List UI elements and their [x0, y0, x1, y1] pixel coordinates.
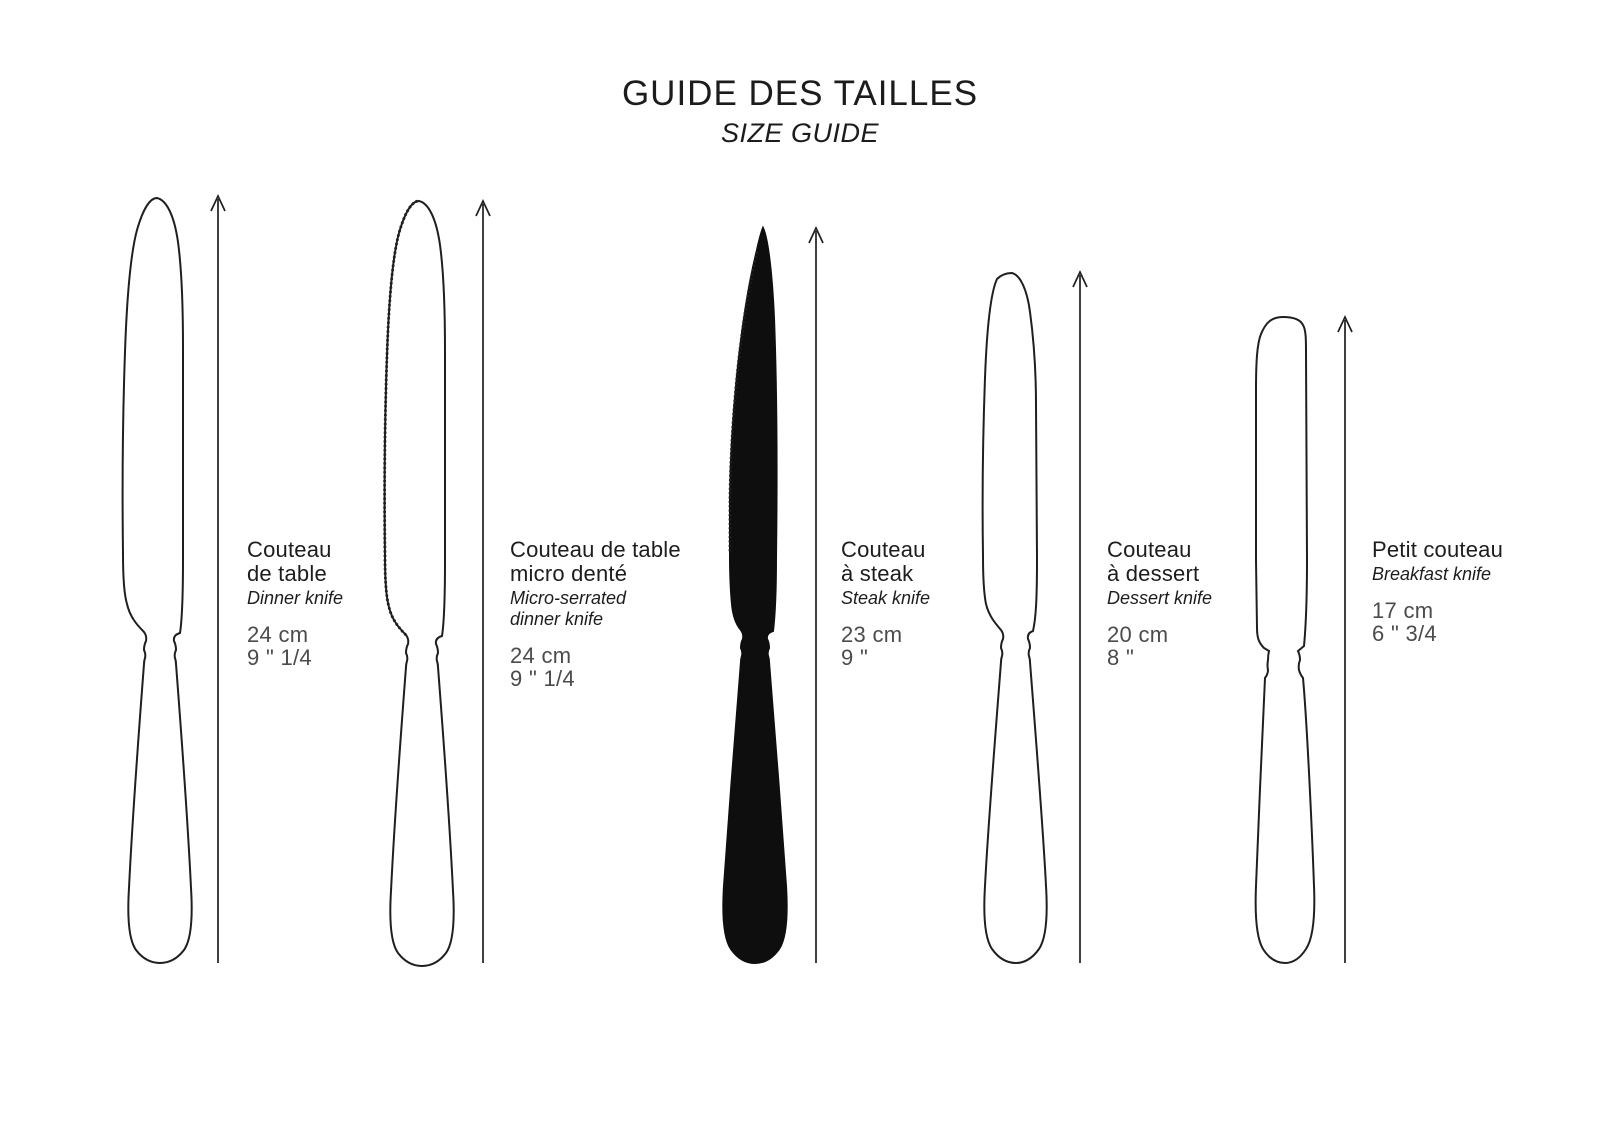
height-arrow-micro-serrated-dinner-knife [476, 201, 490, 963]
knife-length-in: 9 " 1/4 [247, 645, 312, 670]
knife-name-en: Dinner knife [247, 588, 344, 608]
label-dessert-knife [1107, 538, 1212, 669]
knife-name-fr: Couteau [1107, 537, 1192, 562]
knife-name-fr: Couteau de table [510, 537, 681, 562]
knife-name-fr: à steak [841, 561, 914, 586]
knife-length-in: 9 " [841, 645, 869, 670]
knife-length-cm: 17 cm [1372, 598, 1434, 623]
breakfast-knife-silhouette [1256, 317, 1315, 963]
knife-name-fr: de table [247, 561, 327, 586]
knife-name-en: Steak knife [841, 588, 931, 608]
height-arrow-dessert-knife [1073, 272, 1087, 963]
knife-name-fr: Couteau [247, 537, 332, 562]
knife-length-cm: 24 cm [510, 643, 572, 668]
knife-name-fr: à dessert [1107, 561, 1200, 586]
knife-length-in: 8 " [1107, 645, 1135, 670]
label-micro-serrated-dinner-knife [510, 538, 681, 690]
knife-length-in: 6 " 3/4 [1372, 621, 1437, 646]
knife-name-en: Dessert knife [1107, 588, 1213, 608]
height-arrow-steak-knife [809, 228, 823, 963]
page-title: GUIDE DES TAILLES [621, 74, 979, 113]
steak-knife-silhouette [723, 228, 786, 963]
knife-length-cm: 24 cm [247, 622, 309, 647]
micro-serrated-dinner-knife-silhouette [385, 201, 454, 966]
dessert-knife-silhouette [983, 273, 1047, 963]
knife-name-fr: micro denté [510, 561, 628, 586]
label-steak-knife [841, 538, 930, 669]
label-breakfast-knife [1372, 538, 1503, 645]
knife-name-en: dinner knife [510, 609, 604, 629]
knife-length-in: 9 " 1/4 [510, 666, 575, 691]
page-subtitle: SIZE GUIDE [720, 118, 880, 148]
knife-name-en: Breakfast knife [1372, 564, 1492, 584]
label-dinner-knife [247, 538, 343, 669]
height-arrow-dinner-knife [211, 196, 225, 963]
knife-name-en: Micro-serrated [510, 588, 627, 608]
knife-name-fr: Petit couteau [1372, 537, 1504, 562]
knife-length-cm: 23 cm [841, 622, 903, 647]
dinner-knife-silhouette [123, 198, 192, 963]
knife-length-cm: 20 cm [1107, 622, 1169, 647]
height-arrow-breakfast-knife [1338, 317, 1352, 963]
knife-name-fr: Couteau [841, 537, 926, 562]
